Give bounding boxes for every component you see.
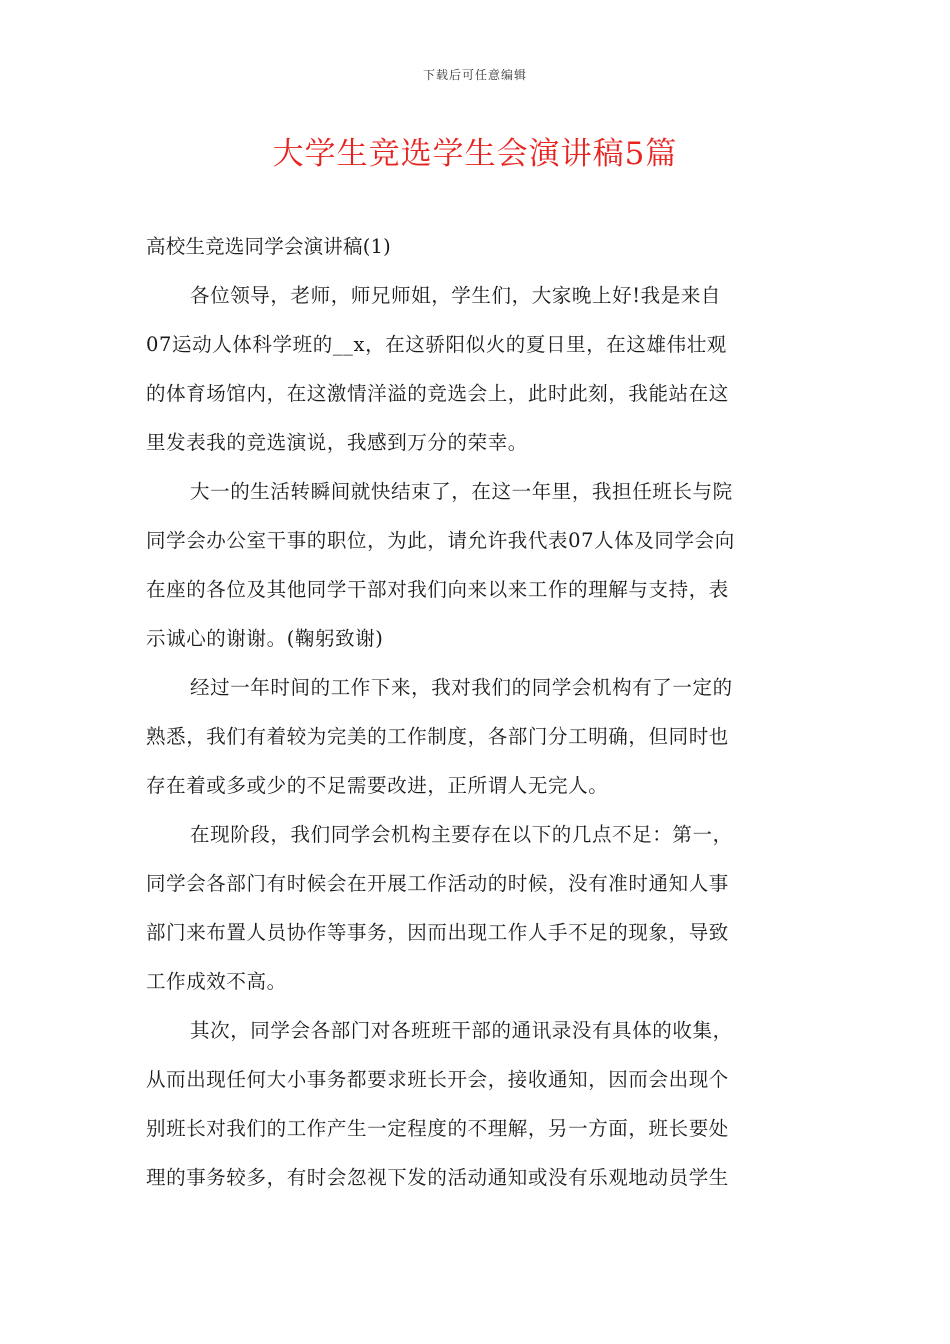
paragraph xyxy=(146,271,806,467)
paragraph-line: 示诚心的谢谢。(鞠躬致谢) xyxy=(146,627,384,650)
paragraph-line: 大一的生活转瞬间就快结束了，在这一年里，我担任班长与院 xyxy=(190,480,733,503)
document-body xyxy=(146,222,806,1202)
paragraph-line: 别班长对我们的工作产生一定程度的不理解，另一方面，班长要处 xyxy=(146,1117,729,1140)
paragraph-line: 同学会办公室干事的职位，为此，请允许我代表07人体及同学会向 xyxy=(146,529,735,552)
paragraph-line: 07运动人体科学班的__x，在这骄阳似火的夏日里，在这雄伟壮观 xyxy=(146,333,727,356)
section-heading: 高校生竞选同学会演讲稿(1) xyxy=(146,235,391,258)
paragraph xyxy=(146,810,806,1006)
document-title: 大学生竞选学生会演讲稿5篇 xyxy=(272,136,678,172)
paragraph-line: 同学会各部门有时候会在开展工作活动的时候，没有准时通知人事 xyxy=(146,872,729,895)
paragraph-line: 从而出现任何大小事务都要求班长开会，接收通知，因而会出现个 xyxy=(146,1068,729,1091)
paragraph xyxy=(146,1006,806,1202)
header-note: 下载后可任意编辑 xyxy=(422,68,527,82)
paragraph-line: 的体育场馆内，在这激情洋溢的竞选会上，此时此刻，我能站在这 xyxy=(146,382,729,405)
paragraph-line: 理的事务较多，有时会忽视下发的活动通知或没有乐观地动员学生 xyxy=(146,1166,729,1189)
paragraph-line: 其次，同学会各部门对各班班干部的通讯录没有具体的收集， xyxy=(190,1019,733,1042)
paragraph-line: 存在着或多或少的不足需要改进，正所谓人无完人。 xyxy=(146,774,609,797)
paragraph-line: 经过一年时间的工作下来，我对我们的同学会机构有了一定的 xyxy=(190,676,733,699)
paragraph-line: 熟悉，我们有着较为完美的工作制度，各部门分工明确，但同时也 xyxy=(146,725,729,748)
paragraph-line: 工作成效不高。 xyxy=(146,970,287,993)
paragraph-line: 在座的各位及其他同学干部对我们向来以来工作的理解与支持，表 xyxy=(146,578,729,601)
paragraph-line: 在现阶段，我们同学会机构主要存在以下的几点不足：第一， xyxy=(190,823,733,846)
paragraph-line: 部门来布置人员协作等事务，因而出现工作人手不足的现象，导致 xyxy=(146,921,729,944)
paragraph-line: 各位领导，老师，师兄师姐，学生们，大家晚上好!我是来自 xyxy=(190,284,722,307)
paragraph xyxy=(146,663,806,810)
paragraph xyxy=(146,467,806,663)
paragraph-list xyxy=(146,271,806,1202)
paragraph-line: 里发表我的竞选演说，我感到万分的荣幸。 xyxy=(146,431,528,454)
